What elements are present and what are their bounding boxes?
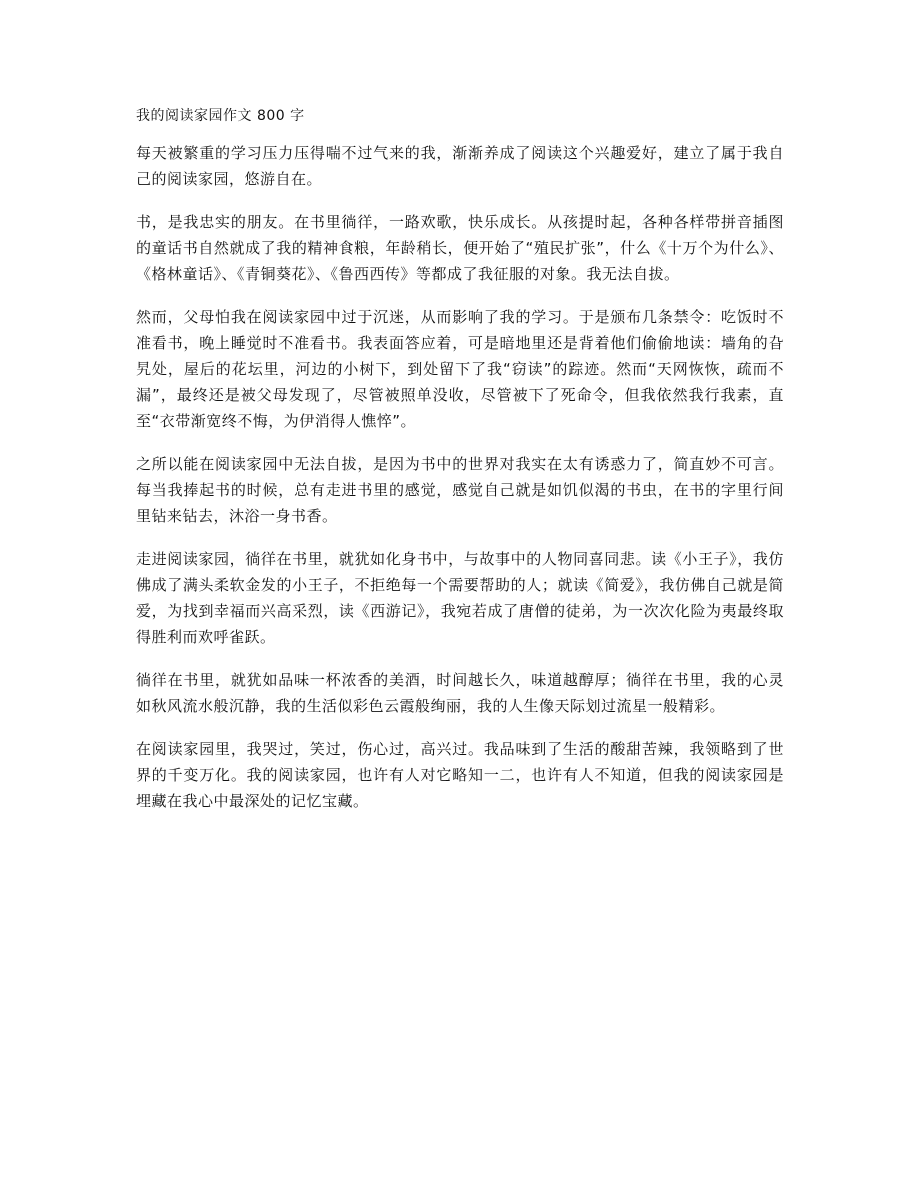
paragraph-7: 在阅读家园里，我哭过，笑过，伤心过，高兴过。我品味到了生活的酸甜苦辣，我领略到了世界的千变万化。我的阅读家园，也许有人对它略知一二，也许有人不知道，但我的阅读家园是埋藏在我心中最深处的记忆宝藏。 (136, 740, 784, 810)
paragraph-1: 每天被繁重的学习压力压得喘不过气来的我，渐渐养成了阅读这个兴趣爱好，建立了属于我自己的阅读家园，悠游自在。 (136, 144, 784, 188)
paragraph-2: 书，是我忠实的朋友。在书里徜徉，一路欢歌，快乐成长。从孩提时起，各种各样带拼音插图的童话书自然就成了我的精神食粮，年龄稍长，便开始了“殖民扩张”，什么《十万个为什么》、《格林童话》、《青铜葵花》、《鲁西西传》等都成了我征服的对象。我无法自拔。 (136, 213, 784, 283)
document-page (136, 104, 784, 831)
document-title: 我的阅读家园作文 800 字 (136, 108, 305, 124)
paragraph-5: 走进阅读家园，徜徉在书里，就犹如化身书中，与故事中的人物同喜同悲。读《小王子》，我仿佛成了满头柔软金发的小王子，不拒绝每一个需要帮助的人；就读《简爱》，我仿佛自己就是简爱，为找到幸福而兴高采烈，读《西游记》，我宛若成了唐僧的徒弟，为一次次化险为夷最终取得胜利而欢呼雀跃。 (136, 550, 784, 646)
paragraph-6: 徜徉在书里，就犹如品味一杯浓香的美酒，时间越长久，味道越醇厚；徜徉在书里，我的心灵如秋风流水般沉静，我的生活似彩色云霞般绚丽，我的人生像天际划过流星一般精彩。 (136, 671, 784, 715)
paragraph-3: 然而，父母怕我在阅读家园中过于沉迷，从而影响了我的学习。于是颁布几条禁令：吃饭时不准看书，晚上睡觉时不准看书。我表面答应着，可是暗地里还是背着他们偷偷地读：墙角的旮旯处，屋后的花坛里，河边的小树下，到处留下了我“窃读”的踪迹。然而“天网恢恢，疏而不漏”，最终还是被父母发现了，尽管被照单没收，尽管被下了死命令，但我依然我行我素，直至“衣带渐宽终不悔，为伊消得人憔悴”。 (136, 308, 784, 430)
paragraph-4: 之所以能在阅读家园中无法自拔，是因为书中的世界对我实在太有诱惑力了，简直妙不可言。每当我捧起书的时候，总有走进书里的感觉，感觉自己就是如饥似渴的书虫，在书的字里行间里钻来钻去，沐浴一身书香。 (136, 455, 784, 525)
